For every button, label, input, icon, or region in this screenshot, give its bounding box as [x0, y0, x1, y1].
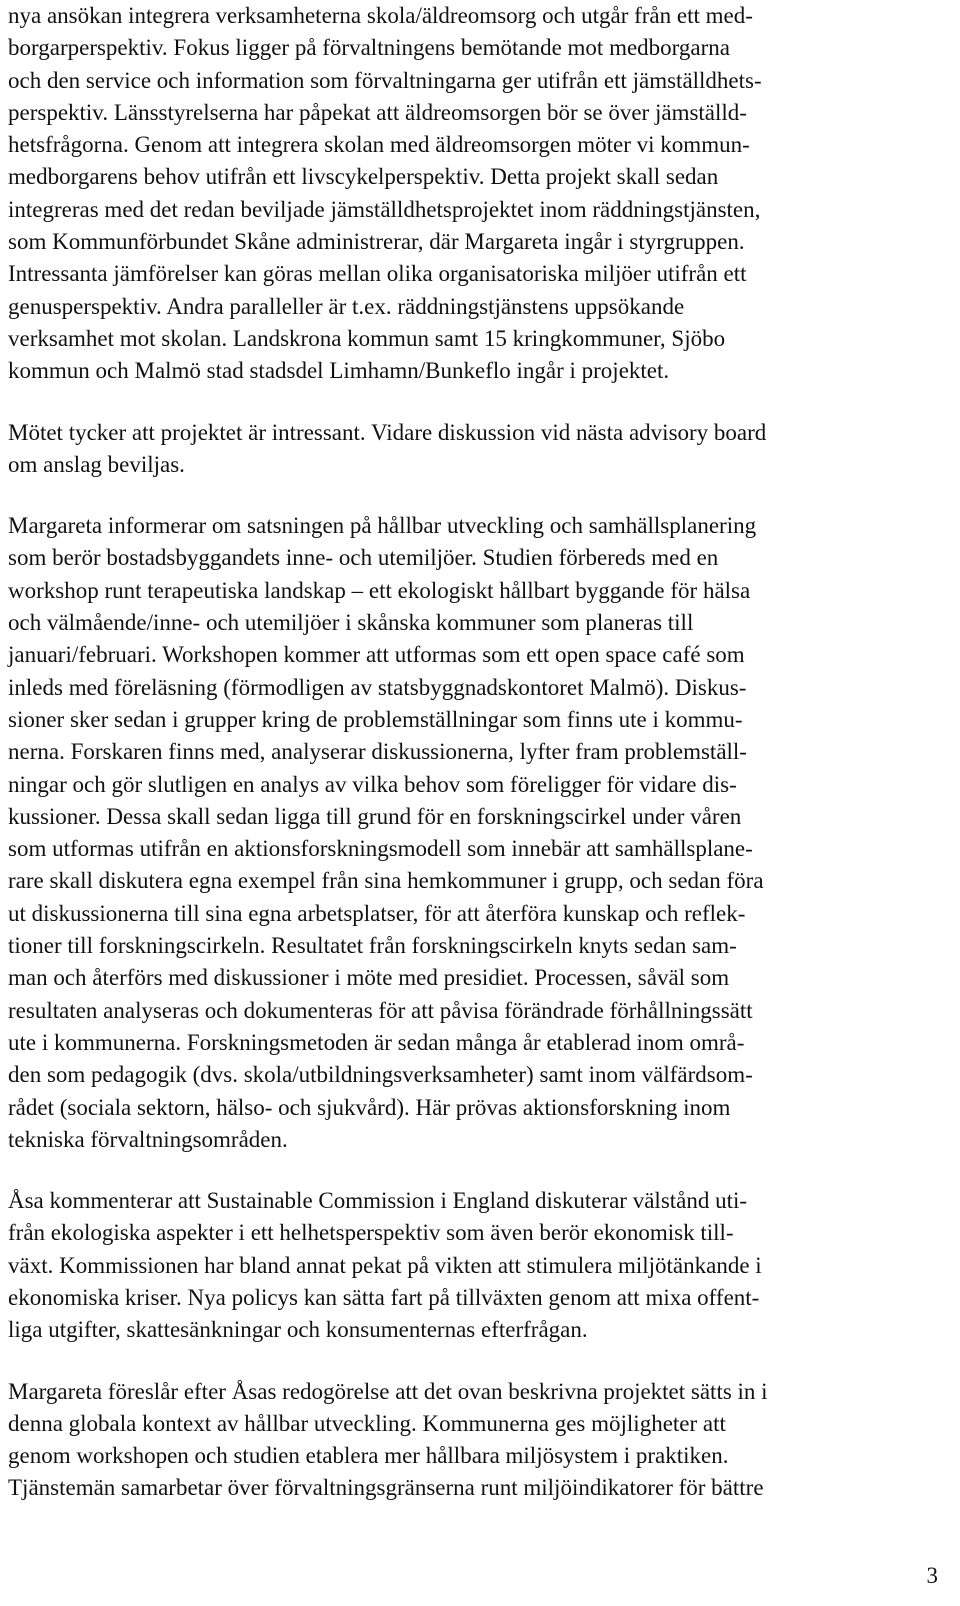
text-line: och välmående/inne- och utemiljöer i skånska kommuner som planeras till [8, 610, 694, 636]
paragraph-gap [8, 1347, 938, 1376]
text-line: växt. Kommissionen har bland annat pekat på vikten att stimulera miljötänkande i [8, 1252, 762, 1278]
text-line: hetsfrågorna. Genom att integrera skolan med äldreomsorgen möter vi kommun- [8, 132, 750, 158]
text-line: rare skall diskutera egna exempel från sina hemkommuner i grupp, och sedan föra [8, 868, 764, 894]
paragraph-gap [8, 1156, 938, 1185]
paragraph-sustainable-commission [8, 1185, 938, 1346]
text-line: om anslag beviljas. [8, 451, 185, 477]
text-line: liga utgifter, skattesänkningar och konsumenternas efterfrågan. [8, 1317, 588, 1343]
text-line: ute i kommunerna. Forskningsmetoden är sedan många år etablerad inom områ- [8, 1029, 745, 1055]
text-line: Margareta informerar om satsningen på hållbar utveckling och samhällsplanering [8, 513, 757, 539]
text-line: workshop runt terapeutiska landskap – ett ekologiskt hållbart byggande för hälsa [8, 577, 751, 603]
paragraph-global-context [8, 1376, 938, 1505]
text-line: Mötet tycker att projektet är intressant. Vidare diskussion vid nästa advisory board [8, 419, 767, 445]
text-line: medborgarens behov utifrån ett livscykelperspektiv. Detta projekt skall sedan [8, 164, 719, 190]
text-line: genusperspektiv. Andra paralleller är t.ex. räddningstjänstens uppsökande [8, 293, 685, 319]
paragraph-project-integration [8, 0, 938, 388]
text-line: den som pedagogik (dvs. skola/utbildningsverksamheter) samt inom välfärdsom- [8, 1062, 753, 1088]
text-line: Tjänstemän samarbetar över förvaltningsgränserna runt miljöindikatorer för bättre [8, 1475, 764, 1501]
text-line: Intressanta jämförelser kan göras mellan olika organisatoriska miljöer utifrån ett [8, 261, 747, 287]
text-line: kussioner. Dessa skall sedan ligga till grund för en forskningscirkel under våren [8, 803, 742, 829]
paragraph-gap [8, 481, 938, 510]
text-line: rådet (sociala sektorn, hälso- och sjukvård). Här prövas aktionsforskning inom [8, 1094, 731, 1120]
text-line: Margareta föreslår efter Åsas redogörelse att det ovan beskrivna projektet sätts in i [8, 1378, 768, 1404]
text-line: ekonomiska kriser. Nya policys kan sätta fart på tillväxten genom att mixa offent- [8, 1284, 760, 1310]
text-line: nerna. Forskaren finns med, analyserar diskussionerna, lyfter fram problemställ- [8, 739, 747, 765]
text-line: tekniska förvaltningsområden. [8, 1126, 288, 1152]
text-line: inleds med föreläsning (förmodligen av statsbyggnadskontoret Malmö). Diskus- [8, 674, 747, 700]
text-line: sioner sker sedan i grupper kring de problemställningar som finns ute i kommu- [8, 706, 743, 732]
text-line: tioner till forskningscirkeln. Resultatet från forskningscirkeln knyts sedan sam- [8, 933, 737, 959]
text-line: Åsa kommenterar att Sustainable Commission i England diskuterar välstånd uti- [8, 1188, 748, 1214]
text-line: och den service och information som förvaltningarna ger utifrån ett jämställdhets- [8, 67, 762, 93]
text-line: integreras med det redan beviljade jämställdhetsprojektet inom räddningstjänsten, [8, 196, 761, 222]
text-line: nya ansökan integrera verksamheterna skola/äldreomsorg och utgår från ett med- [8, 3, 753, 28]
text-line: ut diskussionerna till sina egna arbetsplatser, för att återföra kunskap och reflek- [8, 900, 746, 926]
text-line: verksamhet mot skolan. Landskrona kommun samt 15 kringkommuner, Sjöbo [8, 325, 726, 351]
paragraph-sustainable-development [8, 510, 938, 1156]
text-line: januari/februari. Workshopen kommer att utformas som ett open space café som [8, 642, 745, 668]
text-line: denna globala kontext av hållbar utveckling. Kommunerna ges möjligheter att [8, 1410, 726, 1436]
text-line: som Kommunförbundet Skåne administrerar, där Margareta ingår i styrgruppen. [8, 229, 745, 255]
text-line: resultaten analyseras och dokumenteras för att påvisa förändrade förhållningssätt [8, 997, 753, 1023]
text-line: från ekologiska aspekter i ett helhetsperspektiv som även berör ekonomisk till- [8, 1220, 734, 1246]
text-line: borgarperspektiv. Fokus ligger på förvaltningens bemötande mot medborgarna [8, 35, 730, 61]
text-line: ningar och gör slutligen en analys av vilka behov som föreligger för vidare dis- [8, 771, 737, 797]
page-number: 3 [926, 1563, 938, 1588]
paragraph-meeting-opinion [8, 417, 938, 482]
text-line: genom workshopen och studien etablera mer hållbara miljösystem i praktiken. [8, 1443, 729, 1469]
document-page [8, 0, 938, 1505]
text-line: kommun och Malmö stad stadsdel Limhamn/Bunkeflo ingår i projektet. [8, 358, 670, 384]
text-line: som utformas utifrån en aktionsforskningsmodell som innebär att samhällsplane- [8, 836, 753, 862]
paragraph-gap [8, 388, 938, 417]
text-line: perspektiv. Länsstyrelserna har påpekat att äldreomsorgen bör se över jämställd- [8, 99, 747, 125]
text-line: man och återförs med diskussioner i möte med presidiet. Processen, såväl som [8, 965, 730, 991]
text-line: som berör bostadsbyggandets inne- och utemiljöer. Studien förbereds med en [8, 545, 719, 571]
